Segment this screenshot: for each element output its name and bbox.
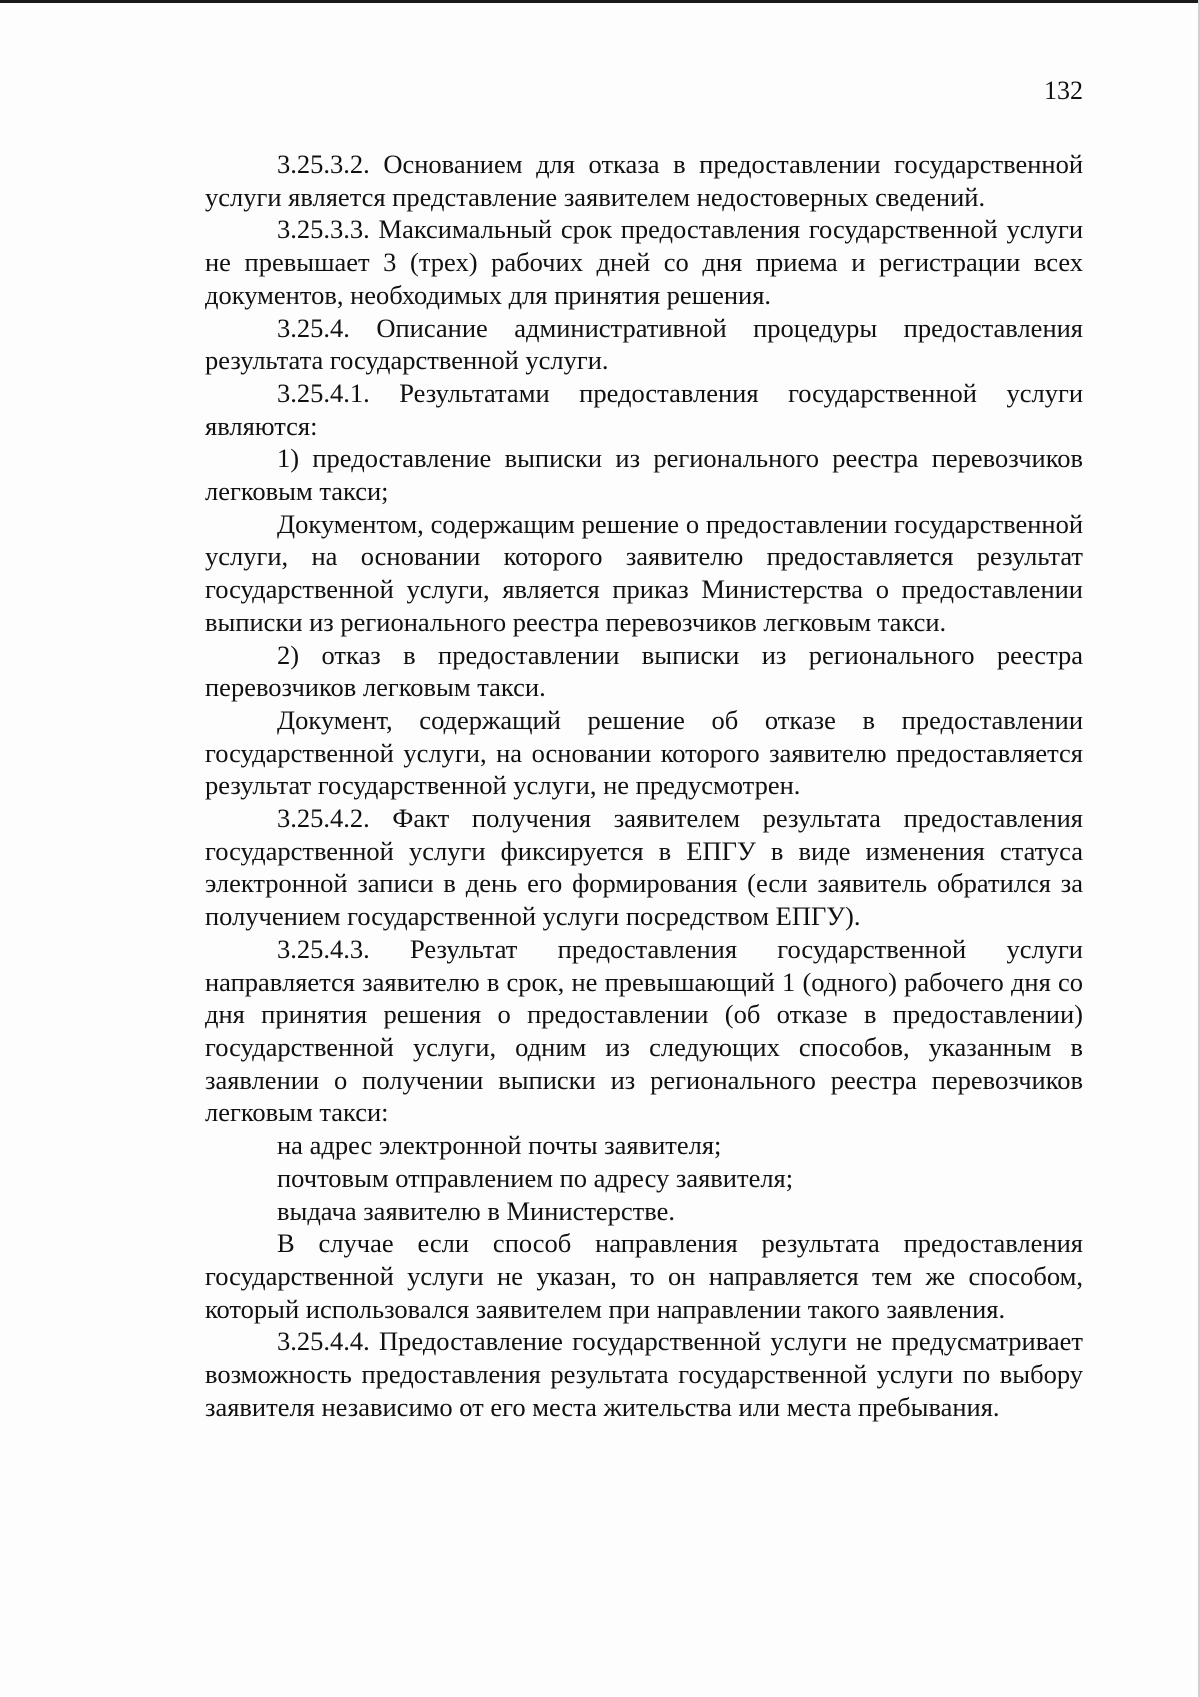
page-number: 132 — [1044, 76, 1083, 105]
paragraph-default-method: В случае если способ направления результата предоставления государственной услуги не указан, то он направляется тем же способом, который использовался заявителем при направлении такого заявления. — [205, 1228, 1083, 1324]
list-item-1: 1) предоставление выписки из регионального реестра перевозчиков легковым такси; — [205, 443, 1083, 507]
delivery-method-ministry: выдача заявителю в Министерстве. — [277, 1195, 676, 1226]
list-item-2: 2) отказ в предоставлении выписки из регионального реестра перевозчиков легковым такси. — [205, 639, 1083, 703]
paragraph-3-25-3-2: 3.25.3.2. Основанием для отказа в предоставлении государственной услуги является представление заявителем недостоверных сведений. — [205, 149, 1083, 212]
scan-edge-top — [0, 0, 1200, 3]
paragraph-refusal-document: Документ, содержащий решение об отказе в предоставлении государственной услуги, на основании которого заявителю предоставляется результат государственной услуги, не предусмотрен. — [205, 704, 1083, 801]
delivery-method-post: почтовым отправлением по адресу заявителя; — [277, 1162, 794, 1193]
paragraph-3-25-4-4: 3.25.4.4. Предоставление государственной услуги не предусматривает возможность предоставления результата государственной услуги по выбору заявителя независимо от его места жительства или места пребывания. — [205, 1326, 1083, 1422]
document-body — [205, 148, 1083, 1423]
paragraph-3-25-4: 3.25.4. Описание административной процедуры предоставления результата государственной услуги. — [205, 312, 1083, 376]
paragraph-3-25-4-3: 3.25.4.3. Результат предоставления государственной услуги направляется заявителю в срок, не превышающий 1 (одного) рабочего дня со дня принятия решения о предоставлении (об отказе в предоставлении) государственной услуги, одним из следующих способов, указанным в заявлении о получении выписки из регионального реестра перевозчиков легковым такси: — [205, 933, 1083, 1128]
paragraph-3-25-4-1: 3.25.4.1. Результатами предоставления государственной услуги являются: — [205, 377, 1083, 441]
delivery-method-email: на адрес электронной почты заявителя; — [277, 1130, 722, 1161]
paragraph-3-25-4-2: 3.25.4.2. Факт получения заявителем результата предоставления государственной услуги фиксируется в ЕПГУ в виде изменения статуса электронной записи в день его формирования (если заявитель обратился за получением государственной услуги посредством ЕПГУ). — [205, 803, 1083, 932]
paragraph-approval-document: Документом, содержащим решение о предоставлении государственной услуги, на основании которого заявителю предоставляется результат государственной услуги, является приказ Министерства о предоставлении выписки из регионального реестра перевозчиков легковым такси. — [205, 508, 1083, 637]
paragraph-3-25-3-3: 3.25.3.3. Максимальный срок предоставления государственной услуги не превышает 3 (трех) рабочих дней со дня приема и регистрации всех документов, необходимых для принятия решения. — [205, 214, 1083, 310]
